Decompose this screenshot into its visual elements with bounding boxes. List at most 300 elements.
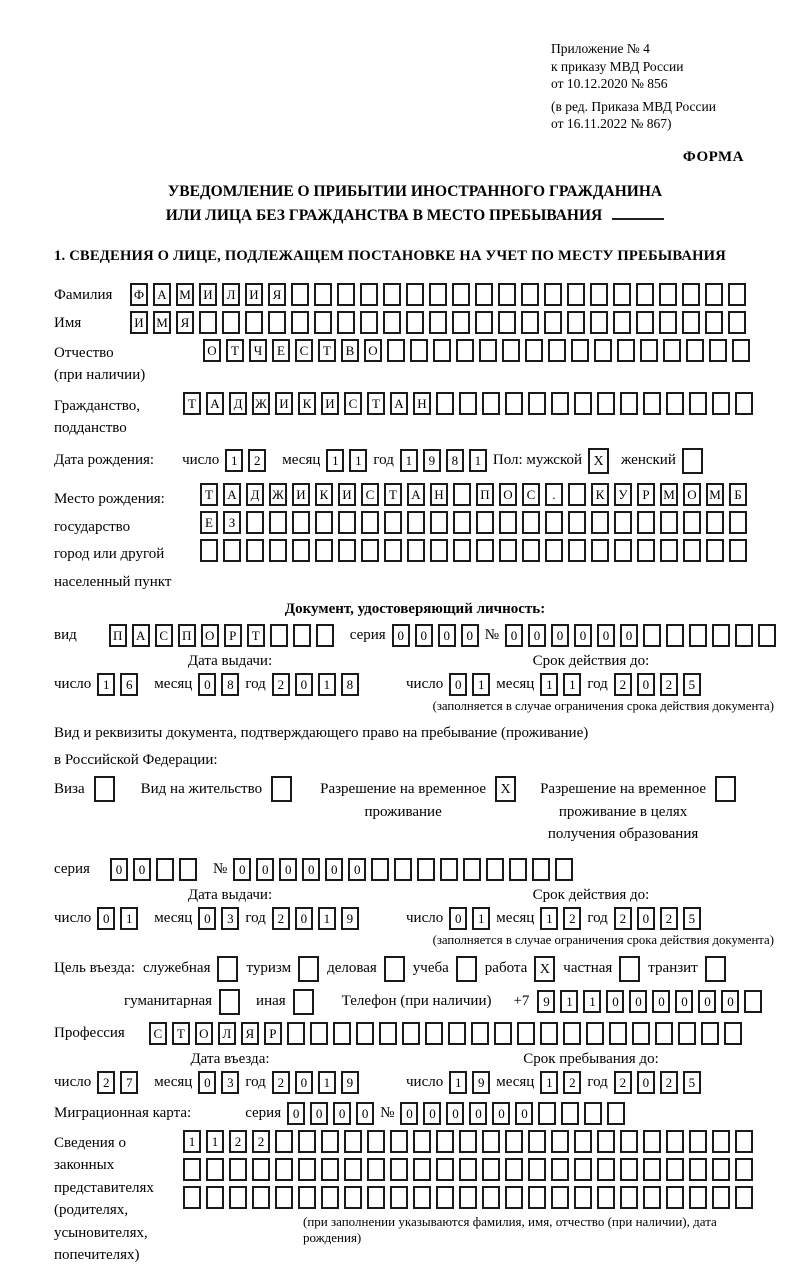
char-box[interactable]: [655, 1022, 673, 1045]
char-box[interactable]: [551, 1158, 569, 1181]
char-box[interactable]: [509, 858, 527, 881]
char-box[interactable]: А: [153, 283, 171, 306]
char-box[interactable]: [686, 339, 704, 362]
char-box[interactable]: Д: [229, 392, 247, 415]
char-box[interactable]: [591, 539, 609, 562]
char-box[interactable]: 2: [272, 907, 290, 930]
char-box[interactable]: К: [315, 483, 333, 506]
char-box[interactable]: 0: [721, 990, 739, 1013]
char-box[interactable]: [482, 1186, 500, 1209]
char-box[interactable]: М: [176, 283, 194, 306]
char-box[interactable]: [407, 511, 425, 534]
char-box[interactable]: [567, 283, 585, 306]
char-box[interactable]: 1: [449, 1071, 467, 1094]
char-box[interactable]: 1: [472, 907, 490, 930]
char-box[interactable]: [586, 1022, 604, 1045]
char-box[interactable]: 0: [620, 624, 638, 647]
char-box[interactable]: [551, 392, 569, 415]
char-box[interactable]: [613, 311, 631, 334]
char-box[interactable]: [406, 311, 424, 334]
char-box[interactable]: [410, 339, 428, 362]
char-box[interactable]: [371, 858, 389, 881]
char-box[interactable]: А: [206, 392, 224, 415]
char-box[interactable]: [413, 1158, 431, 1181]
char-box[interactable]: [728, 283, 746, 306]
char-box[interactable]: 1: [560, 990, 578, 1013]
char-box[interactable]: [417, 858, 435, 881]
char-box[interactable]: [471, 1022, 489, 1045]
char-box[interactable]: [223, 539, 241, 562]
char-box[interactable]: [252, 1158, 270, 1181]
char-box[interactable]: М: [153, 311, 171, 334]
char-box[interactable]: 1: [540, 673, 558, 696]
char-box[interactable]: 2: [252, 1130, 270, 1153]
char-box[interactable]: [498, 283, 516, 306]
char-box[interactable]: [452, 311, 470, 334]
char-box[interactable]: [183, 1186, 201, 1209]
char-box[interactable]: [394, 858, 412, 881]
char-box[interactable]: [522, 511, 540, 534]
char-box[interactable]: [246, 539, 264, 562]
char-box[interactable]: [413, 1186, 431, 1209]
char-box[interactable]: 1: [120, 907, 138, 930]
char-box[interactable]: 2: [614, 673, 632, 696]
char-box[interactable]: [528, 392, 546, 415]
char-box[interactable]: Л: [218, 1022, 236, 1045]
char-box[interactable]: [293, 624, 311, 647]
char-box[interactable]: [620, 1158, 638, 1181]
char-box[interactable]: [387, 339, 405, 362]
char-box[interactable]: [436, 1130, 454, 1153]
char-box[interactable]: [402, 1022, 420, 1045]
char-box[interactable]: Я: [176, 311, 194, 334]
char-box[interactable]: 0: [606, 990, 624, 1013]
char-box[interactable]: [643, 392, 661, 415]
char-box[interactable]: [705, 283, 723, 306]
char-box[interactable]: [705, 311, 723, 334]
char-box[interactable]: [292, 539, 310, 562]
char-box[interactable]: Н: [430, 483, 448, 506]
char-box[interactable]: Л: [222, 283, 240, 306]
char-box[interactable]: В: [341, 339, 359, 362]
char-box[interactable]: [425, 1022, 443, 1045]
char-box[interactable]: 0: [295, 1071, 313, 1094]
purpose-turizm-checkbox[interactable]: [298, 956, 319, 982]
char-box[interactable]: [735, 392, 753, 415]
char-box[interactable]: [275, 1130, 293, 1153]
char-box[interactable]: [384, 539, 402, 562]
char-box[interactable]: [291, 311, 309, 334]
char-box[interactable]: [689, 1130, 707, 1153]
char-box[interactable]: [545, 539, 563, 562]
char-box[interactable]: [584, 1102, 602, 1125]
char-box[interactable]: [156, 858, 174, 881]
purpose-delovaya-checkbox[interactable]: [384, 956, 405, 982]
char-box[interactable]: [384, 511, 402, 534]
char-box[interactable]: [486, 858, 504, 881]
char-box[interactable]: [544, 311, 562, 334]
char-box[interactable]: [666, 1186, 684, 1209]
char-box[interactable]: [482, 392, 500, 415]
char-box[interactable]: [338, 511, 356, 534]
char-box[interactable]: [683, 511, 701, 534]
char-box[interactable]: [712, 1186, 730, 1209]
char-box[interactable]: [689, 624, 707, 647]
char-box[interactable]: [620, 1186, 638, 1209]
char-box[interactable]: 8: [341, 673, 359, 696]
char-box[interactable]: 2: [229, 1130, 247, 1153]
char-box[interactable]: [229, 1186, 247, 1209]
char-box[interactable]: [532, 858, 550, 881]
char-box[interactable]: [505, 392, 523, 415]
char-box[interactable]: [291, 283, 309, 306]
char-box[interactable]: П: [178, 624, 196, 647]
char-box[interactable]: С: [155, 624, 173, 647]
char-box[interactable]: [659, 311, 677, 334]
char-box[interactable]: [245, 311, 263, 334]
char-box[interactable]: 2: [563, 1071, 581, 1094]
char-box[interactable]: Р: [264, 1022, 282, 1045]
char-box[interactable]: [724, 1022, 742, 1045]
char-box[interactable]: 0: [198, 1071, 216, 1094]
char-box[interactable]: [544, 283, 562, 306]
char-box[interactable]: [614, 511, 632, 534]
char-box[interactable]: [344, 1158, 362, 1181]
char-box[interactable]: Т: [247, 624, 265, 647]
char-box[interactable]: 1: [318, 673, 336, 696]
char-box[interactable]: [682, 283, 700, 306]
char-box[interactable]: 0: [348, 858, 366, 881]
char-box[interactable]: 0: [233, 858, 251, 881]
char-box[interactable]: [383, 311, 401, 334]
char-box[interactable]: [430, 539, 448, 562]
char-box[interactable]: [590, 311, 608, 334]
char-box[interactable]: 1: [225, 449, 243, 472]
char-box[interactable]: [315, 539, 333, 562]
char-box[interactable]: [571, 339, 589, 362]
char-box[interactable]: 1: [472, 673, 490, 696]
male-checkbox[interactable]: X: [588, 448, 609, 474]
char-box[interactable]: [344, 1186, 362, 1209]
char-box[interactable]: [275, 1158, 293, 1181]
char-box[interactable]: 0: [287, 1102, 305, 1125]
purpose-gumanitarnaya-checkbox[interactable]: [219, 989, 240, 1015]
char-box[interactable]: С: [522, 483, 540, 506]
char-box[interactable]: С: [361, 483, 379, 506]
char-box[interactable]: [640, 339, 658, 362]
char-box[interactable]: [568, 539, 586, 562]
char-box[interactable]: [663, 339, 681, 362]
char-box[interactable]: [183, 1158, 201, 1181]
char-box[interactable]: А: [390, 392, 408, 415]
char-box[interactable]: Д: [246, 483, 264, 506]
char-box[interactable]: [200, 539, 218, 562]
char-box[interactable]: 1: [400, 449, 418, 472]
char-box[interactable]: 1: [318, 1071, 336, 1094]
char-box[interactable]: Н: [413, 392, 431, 415]
char-box[interactable]: Т: [200, 483, 218, 506]
char-box[interactable]: [545, 511, 563, 534]
char-box[interactable]: [590, 283, 608, 306]
char-box[interactable]: [206, 1186, 224, 1209]
char-box[interactable]: 6: [120, 673, 138, 696]
char-box[interactable]: [706, 511, 724, 534]
char-box[interactable]: [505, 1130, 523, 1153]
char-box[interactable]: [407, 539, 425, 562]
char-box[interactable]: [440, 858, 458, 881]
char-box[interactable]: [390, 1158, 408, 1181]
char-box[interactable]: Т: [367, 392, 385, 415]
char-box[interactable]: И: [130, 311, 148, 334]
char-box[interactable]: 0: [198, 673, 216, 696]
char-box[interactable]: О: [195, 1022, 213, 1045]
char-box[interactable]: Ж: [269, 483, 287, 506]
char-box[interactable]: [522, 539, 540, 562]
char-box[interactable]: .: [545, 483, 563, 506]
char-box[interactable]: [666, 392, 684, 415]
char-box[interactable]: Ф: [130, 283, 148, 306]
char-box[interactable]: 0: [256, 858, 274, 881]
char-box[interactable]: [528, 1186, 546, 1209]
char-box[interactable]: Я: [268, 283, 286, 306]
char-box[interactable]: О: [683, 483, 701, 506]
char-box[interactable]: [758, 624, 776, 647]
char-box[interactable]: [229, 1158, 247, 1181]
char-box[interactable]: [367, 1130, 385, 1153]
char-box[interactable]: [706, 539, 724, 562]
char-box[interactable]: [459, 1158, 477, 1181]
char-box[interactable]: [636, 311, 654, 334]
char-box[interactable]: [561, 1102, 579, 1125]
char-box[interactable]: [475, 283, 493, 306]
char-box[interactable]: Ч: [249, 339, 267, 362]
char-box[interactable]: [390, 1186, 408, 1209]
char-box[interactable]: 2: [272, 1071, 290, 1094]
char-box[interactable]: [482, 1130, 500, 1153]
char-box[interactable]: [475, 311, 493, 334]
char-box[interactable]: 7: [120, 1071, 138, 1094]
char-box[interactable]: [459, 1130, 477, 1153]
char-box[interactable]: [735, 624, 753, 647]
char-box[interactable]: [682, 311, 700, 334]
char-box[interactable]: [597, 392, 615, 415]
purpose-tranzit-checkbox[interactable]: [705, 956, 726, 982]
char-box[interactable]: [436, 1186, 454, 1209]
char-box[interactable]: [453, 539, 471, 562]
char-box[interactable]: 0: [461, 624, 479, 647]
char-box[interactable]: [298, 1186, 316, 1209]
char-box[interactable]: [540, 1022, 558, 1045]
char-box[interactable]: [429, 283, 447, 306]
char-box[interactable]: 0: [637, 1071, 655, 1094]
char-box[interactable]: [591, 511, 609, 534]
char-box[interactable]: [563, 1022, 581, 1045]
char-box[interactable]: [360, 311, 378, 334]
char-box[interactable]: [666, 624, 684, 647]
char-box[interactable]: 3: [221, 1071, 239, 1094]
char-box[interactable]: [270, 624, 288, 647]
char-box[interactable]: 0: [637, 907, 655, 930]
char-box[interactable]: [574, 392, 592, 415]
char-box[interactable]: П: [476, 483, 494, 506]
char-box[interactable]: 0: [505, 624, 523, 647]
char-box[interactable]: 5: [683, 673, 701, 696]
char-box[interactable]: [459, 1186, 477, 1209]
char-box[interactable]: [666, 1130, 684, 1153]
char-box[interactable]: Т: [172, 1022, 190, 1045]
char-box[interactable]: 0: [675, 990, 693, 1013]
char-box[interactable]: [502, 339, 520, 362]
char-box[interactable]: [637, 511, 655, 534]
char-box[interactable]: [620, 392, 638, 415]
char-box[interactable]: [574, 1186, 592, 1209]
char-box[interactable]: Е: [272, 339, 290, 362]
purpose-ucheba-checkbox[interactable]: [456, 956, 477, 982]
char-box[interactable]: 1: [563, 673, 581, 696]
char-box[interactable]: О: [499, 483, 517, 506]
char-box[interactable]: [735, 1186, 753, 1209]
char-box[interactable]: [637, 539, 655, 562]
char-box[interactable]: 0: [469, 1102, 487, 1125]
char-box[interactable]: 2: [97, 1071, 115, 1094]
char-box[interactable]: 0: [449, 673, 467, 696]
char-box[interactable]: 0: [551, 624, 569, 647]
char-box[interactable]: [528, 1130, 546, 1153]
char-box[interactable]: [729, 539, 747, 562]
char-box[interactable]: [607, 1102, 625, 1125]
char-box[interactable]: 0: [110, 858, 128, 881]
char-box[interactable]: [429, 311, 447, 334]
char-box[interactable]: [222, 311, 240, 334]
female-checkbox[interactable]: [682, 448, 703, 474]
char-box[interactable]: [597, 1186, 615, 1209]
char-box[interactable]: [316, 624, 334, 647]
char-box[interactable]: К: [298, 392, 316, 415]
char-box[interactable]: [712, 1130, 730, 1153]
purpose-sluzhebnaya-checkbox[interactable]: [217, 956, 238, 982]
char-box[interactable]: [383, 283, 401, 306]
char-box[interactable]: [521, 283, 539, 306]
char-box[interactable]: 2: [660, 1071, 678, 1094]
char-box[interactable]: [505, 1158, 523, 1181]
char-box[interactable]: [476, 511, 494, 534]
char-box[interactable]: [360, 283, 378, 306]
char-box[interactable]: [314, 283, 332, 306]
char-box[interactable]: 0: [295, 673, 313, 696]
char-box[interactable]: 0: [438, 624, 456, 647]
char-box[interactable]: [456, 339, 474, 362]
char-box[interactable]: [452, 283, 470, 306]
char-box[interactable]: И: [245, 283, 263, 306]
purpose-rabota-checkbox[interactable]: X: [534, 956, 555, 982]
char-box[interactable]: Т: [384, 483, 402, 506]
char-box[interactable]: [666, 1158, 684, 1181]
char-box[interactable]: 0: [279, 858, 297, 881]
char-box[interactable]: [744, 990, 762, 1013]
char-box[interactable]: 5: [683, 907, 701, 930]
char-box[interactable]: М: [660, 483, 678, 506]
char-box[interactable]: [379, 1022, 397, 1045]
char-box[interactable]: 0: [400, 1102, 418, 1125]
char-box[interactable]: [298, 1130, 316, 1153]
char-box[interactable]: [574, 1158, 592, 1181]
char-box[interactable]: [482, 1158, 500, 1181]
char-box[interactable]: 1: [183, 1130, 201, 1153]
char-box[interactable]: [367, 1158, 385, 1181]
char-box[interactable]: [338, 539, 356, 562]
char-box[interactable]: 8: [221, 673, 239, 696]
char-box[interactable]: [453, 511, 471, 534]
char-box[interactable]: 1: [326, 449, 344, 472]
char-box[interactable]: [689, 1158, 707, 1181]
char-box[interactable]: [712, 624, 730, 647]
char-box[interactable]: [683, 539, 701, 562]
char-box[interactable]: [643, 1186, 661, 1209]
char-box[interactable]: 0: [637, 673, 655, 696]
char-box[interactable]: [597, 1158, 615, 1181]
char-box[interactable]: [436, 392, 454, 415]
char-box[interactable]: 2: [660, 907, 678, 930]
char-box[interactable]: Р: [637, 483, 655, 506]
char-box[interactable]: [660, 511, 678, 534]
char-box[interactable]: [287, 1022, 305, 1045]
char-box[interactable]: [344, 1130, 362, 1153]
char-box[interactable]: [594, 339, 612, 362]
char-box[interactable]: 9: [472, 1071, 490, 1094]
char-box[interactable]: 0: [392, 624, 410, 647]
char-box[interactable]: [199, 311, 217, 334]
purpose-chastnaya-checkbox[interactable]: [619, 956, 640, 982]
char-box[interactable]: [551, 1130, 569, 1153]
char-box[interactable]: [406, 283, 424, 306]
char-box[interactable]: Т: [226, 339, 244, 362]
char-box[interactable]: [643, 624, 661, 647]
char-box[interactable]: А: [223, 483, 241, 506]
char-box[interactable]: [430, 511, 448, 534]
char-box[interactable]: [448, 1022, 466, 1045]
char-box[interactable]: 9: [537, 990, 555, 1013]
char-box[interactable]: [609, 1022, 627, 1045]
char-box[interactable]: [732, 339, 750, 362]
char-box[interactable]: [361, 539, 379, 562]
char-box[interactable]: 0: [574, 624, 592, 647]
char-box[interactable]: [252, 1186, 270, 1209]
char-box[interactable]: 5: [683, 1071, 701, 1094]
char-box[interactable]: 1: [206, 1130, 224, 1153]
char-box[interactable]: М: [706, 483, 724, 506]
char-box[interactable]: У: [614, 483, 632, 506]
char-box[interactable]: О: [203, 339, 221, 362]
char-box[interactable]: [499, 539, 517, 562]
char-box[interactable]: [298, 1158, 316, 1181]
char-box[interactable]: 0: [356, 1102, 374, 1125]
char-box[interactable]: И: [199, 283, 217, 306]
char-box[interactable]: О: [201, 624, 219, 647]
purpose-inaya-checkbox[interactable]: [293, 989, 314, 1015]
char-box[interactable]: [617, 339, 635, 362]
char-box[interactable]: [567, 311, 585, 334]
char-box[interactable]: [321, 1130, 339, 1153]
char-box[interactable]: 0: [423, 1102, 441, 1125]
char-box[interactable]: Е: [200, 511, 218, 534]
char-box[interactable]: 9: [341, 907, 359, 930]
char-box[interactable]: [310, 1022, 328, 1045]
char-box[interactable]: [613, 283, 631, 306]
char-box[interactable]: А: [407, 483, 425, 506]
char-box[interactable]: [701, 1022, 719, 1045]
char-box[interactable]: 0: [97, 907, 115, 930]
char-box[interactable]: [568, 483, 586, 506]
